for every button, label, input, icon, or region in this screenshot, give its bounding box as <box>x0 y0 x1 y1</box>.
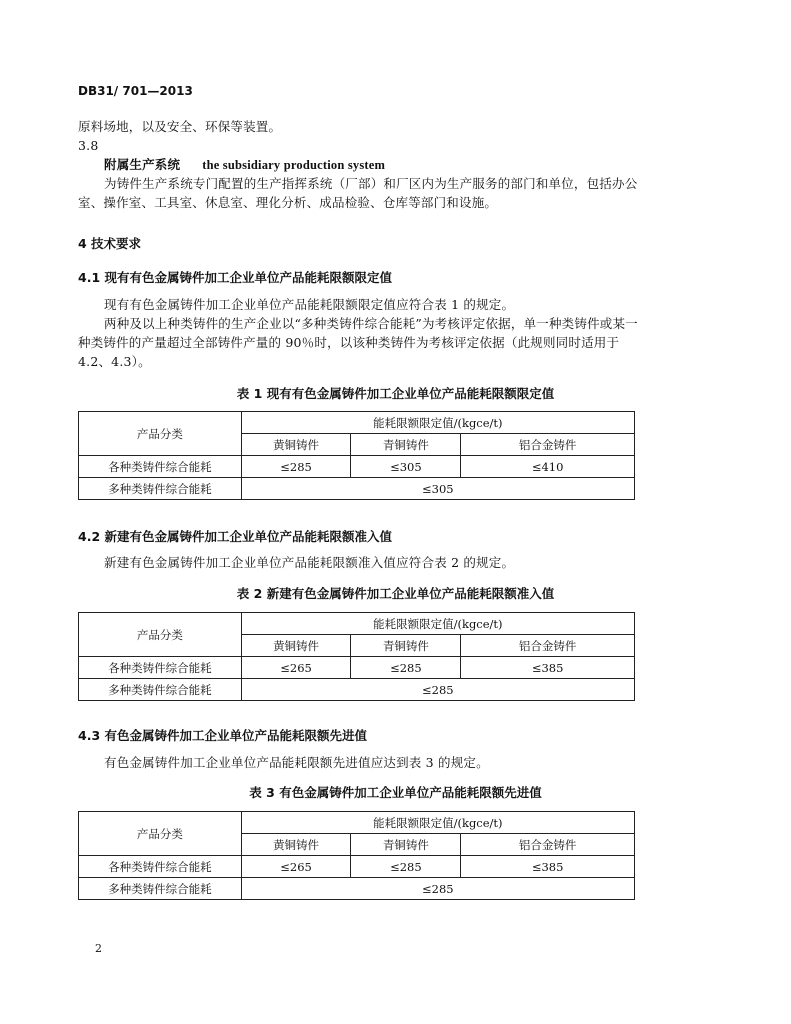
definition-line-1: 为铸件生产系统专门配置的生产指挥系统（厂部）和厂区内为生产服务的部门和单位，包括办公 <box>104 176 638 191</box>
s41-paragraph-2c: 4.2、4.3）。 <box>78 354 151 369</box>
s41-paragraph-2a: 两种及以上种类铸件的生产企业以“多种类铸件综合能耗”为考核评定依据，单一种类铸件或某一 <box>104 316 638 331</box>
table-2-caption: 表 2 新建有色金属铸件加工企业单位产品能耗限额准入值 <box>236 586 555 601</box>
table-2-cell: ≤285 <box>241 679 634 701</box>
table-3-header-limit: 能耗限额限定值/(kgce/t) <box>241 812 634 834</box>
table-3-cell: ≤285 <box>241 878 634 900</box>
table-1-header-brass: 黄铜铸件 <box>241 434 351 456</box>
table-1-cell: ≤305 <box>351 456 461 478</box>
table-3-header-product: 产品分类 <box>79 812 242 856</box>
section-4-title: 4 技术要求 <box>78 236 142 251</box>
intro-line: 原料场地，以及安全、环保等装置。 <box>78 119 282 134</box>
table-1-cell: ≤305 <box>241 478 634 500</box>
document-code: DB31/ 701—2013 <box>78 84 193 98</box>
s41-paragraph-2b: 种类铸件的产量超过全部铸件产量的 90％时，以该种类铸件为考核评定依据（此规则同时适用于 <box>78 335 620 350</box>
table-2-header-aluminum: 铝合金铸件 <box>461 635 635 657</box>
table-3-row-label: 各种类铸件综合能耗 <box>79 856 242 878</box>
table-1-header-aluminum: 铝合金铸件 <box>461 434 635 456</box>
definition-line-2: 室、操作室、工具室、休息室、理化分析、成品检验、仓库等部门和设施。 <box>78 195 498 210</box>
table-3-header-aluminum: 铝合金铸件 <box>461 834 635 856</box>
clause-number: 3.8 <box>78 138 99 153</box>
table-2-cell: ≤385 <box>461 657 635 679</box>
table-1-row-label: 各种类铸件综合能耗 <box>79 456 242 478</box>
table-1-caption: 表 1 现有有色金属铸件加工企业单位产品能耗限额限定值 <box>236 386 555 401</box>
table-2-row-label: 各种类铸件综合能耗 <box>79 657 242 679</box>
table-3-caption: 表 3 有色金属铸件加工企业单位产品能耗限额先进值 <box>249 785 542 800</box>
table-3-row-label: 多种类铸件综合能耗 <box>79 878 242 900</box>
s41-paragraph-1: 现有有色金属铸件加工企业单位产品能耗限额限定值应符合表 1 的规定。 <box>104 297 515 312</box>
section-4-2-title: 4.2 新建有色金属铸件加工企业单位产品能耗限额准入值 <box>78 529 392 544</box>
table-2-row-label: 多种类铸件综合能耗 <box>79 679 242 701</box>
table-3 <box>78 811 635 900</box>
table-3-header-bronze: 青铜铸件 <box>351 834 461 856</box>
table-1-row-label: 多种类铸件综合能耗 <box>79 478 242 500</box>
s43-paragraph-1: 有色金属铸件加工企业单位产品能耗限额先进值应达到表 3 的规定。 <box>104 755 489 770</box>
section-4-3-title: 4.3 有色金属铸件加工企业单位产品能耗限额先进值 <box>78 728 367 743</box>
table-1-header-limit: 能耗限额限定值/(kgce/t) <box>241 412 634 434</box>
term-heading <box>104 158 385 172</box>
table-2-cell: ≤285 <box>351 657 461 679</box>
table-2-header-product: 产品分类 <box>79 613 242 657</box>
table-3-header-brass: 黄铜铸件 <box>241 834 351 856</box>
table-1-cell: ≤285 <box>241 456 351 478</box>
table-2-header-brass: 黄铜铸件 <box>241 635 351 657</box>
table-1-cell: ≤410 <box>461 456 635 478</box>
section-4-1-title: 4.1 现有有色金属铸件加工企业单位产品能耗限额限定值 <box>78 270 392 285</box>
table-1-header-product: 产品分类 <box>79 412 242 456</box>
page-number: 2 <box>95 942 102 955</box>
table-3-cell: ≤385 <box>461 856 635 878</box>
table-2-header-bronze: 青铜铸件 <box>351 635 461 657</box>
table-2-header-limit: 能耗限额限定值/(kgce/t) <box>241 613 634 635</box>
table-3-cell: ≤265 <box>241 856 351 878</box>
table-2 <box>78 612 635 701</box>
term-chinese: 附属生产系统 <box>104 157 181 172</box>
term-english: the subsidiary production system <box>202 158 386 172</box>
table-3-cell: ≤285 <box>351 856 461 878</box>
s42-paragraph-1: 新建有色金属铸件加工企业单位产品能耗限额准入值应符合表 2 的规定。 <box>104 555 515 570</box>
table-1 <box>78 411 635 500</box>
table-2-cell: ≤265 <box>241 657 351 679</box>
table-1-header-bronze: 青铜铸件 <box>351 434 461 456</box>
